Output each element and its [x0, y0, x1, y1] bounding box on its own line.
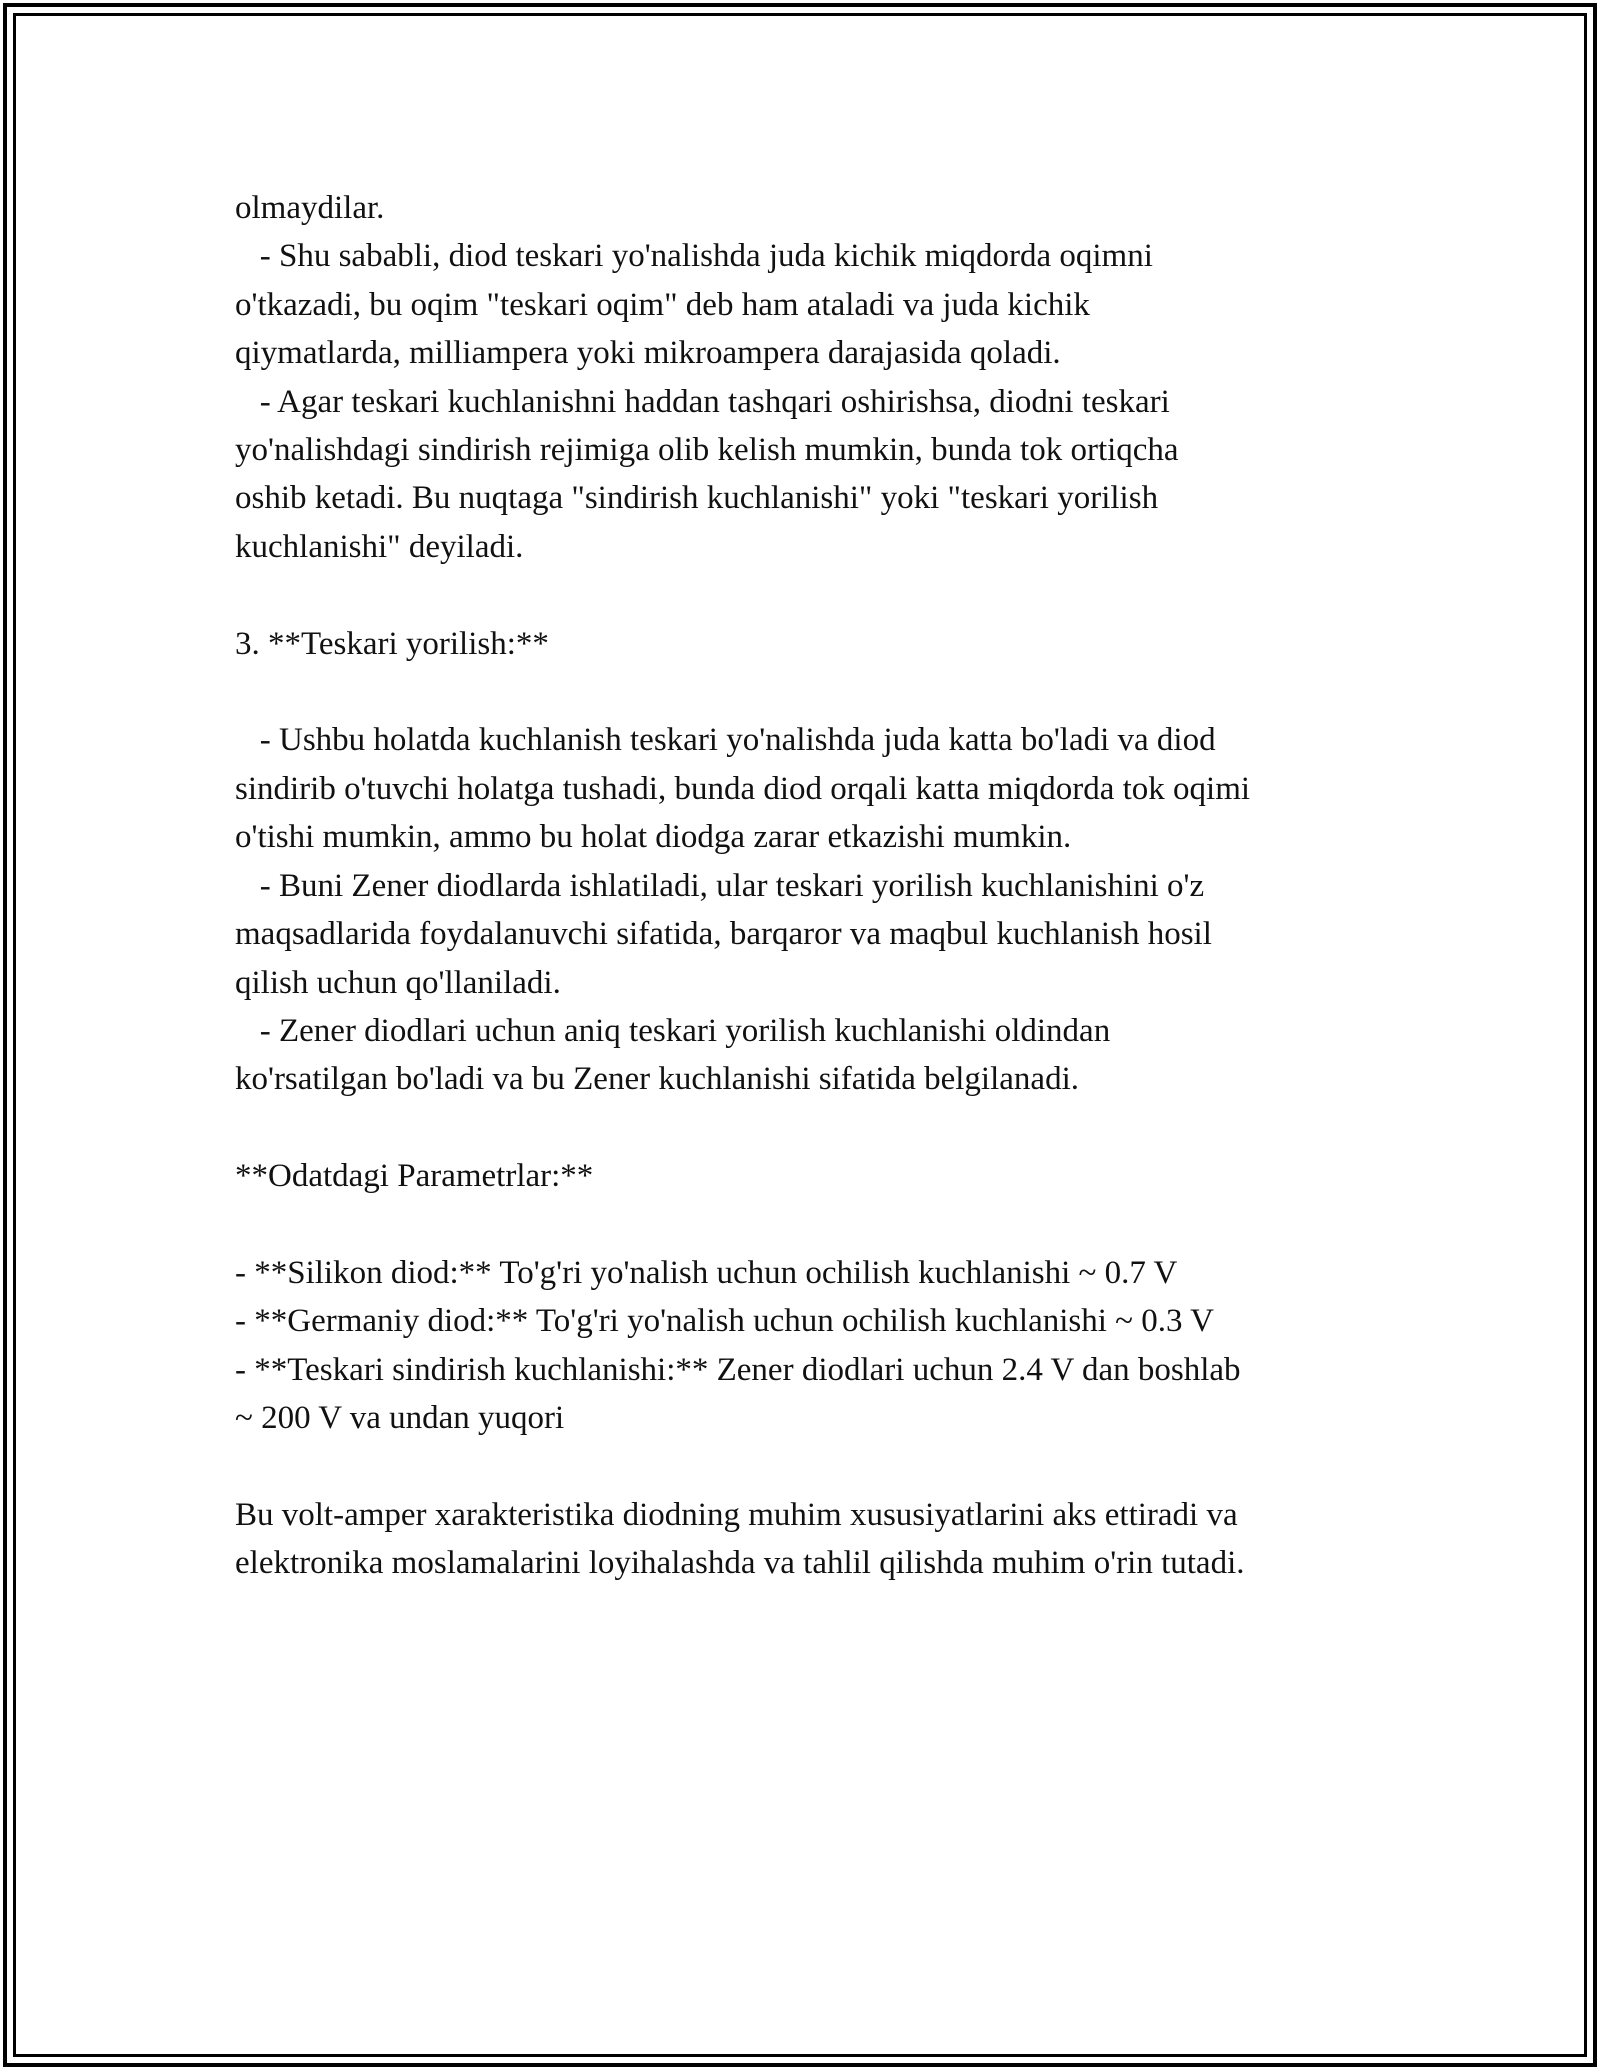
document-body — [235, 184, 1395, 1588]
text-line: olmaydilar. — [235, 190, 385, 226]
text-line: - Ushbu holatda kuchlanish teskari yo'nalishda juda katta bo'ladi va diod — [235, 722, 1216, 759]
text-line: o'tkazadi, bu oqim "teskari oqim" deb ham ataladi va juda kichik — [235, 286, 1090, 323]
section-heading: 3. **Teskari yorilish:** — [235, 625, 549, 662]
text-line: - Agar teskari kuchlanishni haddan tashqari oshirishsa, diodni teskari — [235, 383, 1170, 420]
parameter-item: - **Teskari sindirish kuchlanishi:** Zener diodlari uchun 2.4 V dan boshlab — [235, 1351, 1241, 1388]
blank-line — [235, 668, 1395, 716]
parameter-item: - **Germaniy diod:** To'g'ri yo'nalish uchun ochilish kuchlanishi ~ 0.3 V — [235, 1303, 1214, 1340]
text-line: ~ 200 V va undan yuqori — [235, 1400, 565, 1437]
text-line: qilish uchun qo'llaniladi. — [235, 964, 561, 1001]
text-line: - Buni Zener diodlarda ishlatiladi, ular teskari yorilish kuchlanishini o'z — [235, 867, 1205, 904]
text-line: qiymatlarda, milliampera yoki mikroampera darajasida qoladi. — [235, 335, 1061, 372]
text-line: maqsadlarida foydalanuvchi sifatida, barqaror va maqbul kuchlanish hosil — [235, 916, 1212, 953]
text-line: yo'nalishdagi sindirish rejimiga olib kelish mumkin, bunda tok ortiqcha — [235, 432, 1179, 469]
text-line: ko'rsatilgan bo'ladi va bu Zener kuchlanishi sifatida belgilanadi. — [235, 1061, 1079, 1098]
text-line: o'tishi mumkin, ammo bu holat diodga zarar etkazishi mumkin. — [235, 819, 1072, 856]
parameter-item: - **Silikon diod:** To'g'ri yo'nalish uchun ochilish kuchlanishi ~ 0.7 V — [235, 1254, 1178, 1291]
section-heading: **Odatdagi Parametrlar:** — [235, 1158, 594, 1195]
text-line: Bu volt-amper xarakteristika diodning muhim xususiyatlarini aks ettiradi va — [235, 1496, 1238, 1533]
text-line: oshib ketadi. Bu nuqtaga "sindirish kuchlanishi" yoki "teskari yorilish — [235, 480, 1159, 517]
text-line: elektronika moslamalarini loyihalashda va tahlil qilishda muhim o'rin tutadi. — [235, 1545, 1245, 1582]
blank-line — [235, 1201, 1395, 1249]
text-line: sindirib o'tuvchi holatga tushadi, bunda diod orqali katta miqdorda tok oqimi — [235, 770, 1251, 807]
blank-line — [235, 1104, 1395, 1152]
text-line: kuchlanishi" deyiladi. — [235, 528, 524, 565]
blank-line — [235, 571, 1395, 619]
blank-line — [235, 1443, 1395, 1491]
text-line: - Zener diodlari uchun aniq teskari yorilish kuchlanishi oldindan — [235, 1012, 1111, 1049]
text-line: - Shu sababli, diod teskari yo'nalishda juda kichik miqdorda oqimni — [235, 238, 1153, 275]
